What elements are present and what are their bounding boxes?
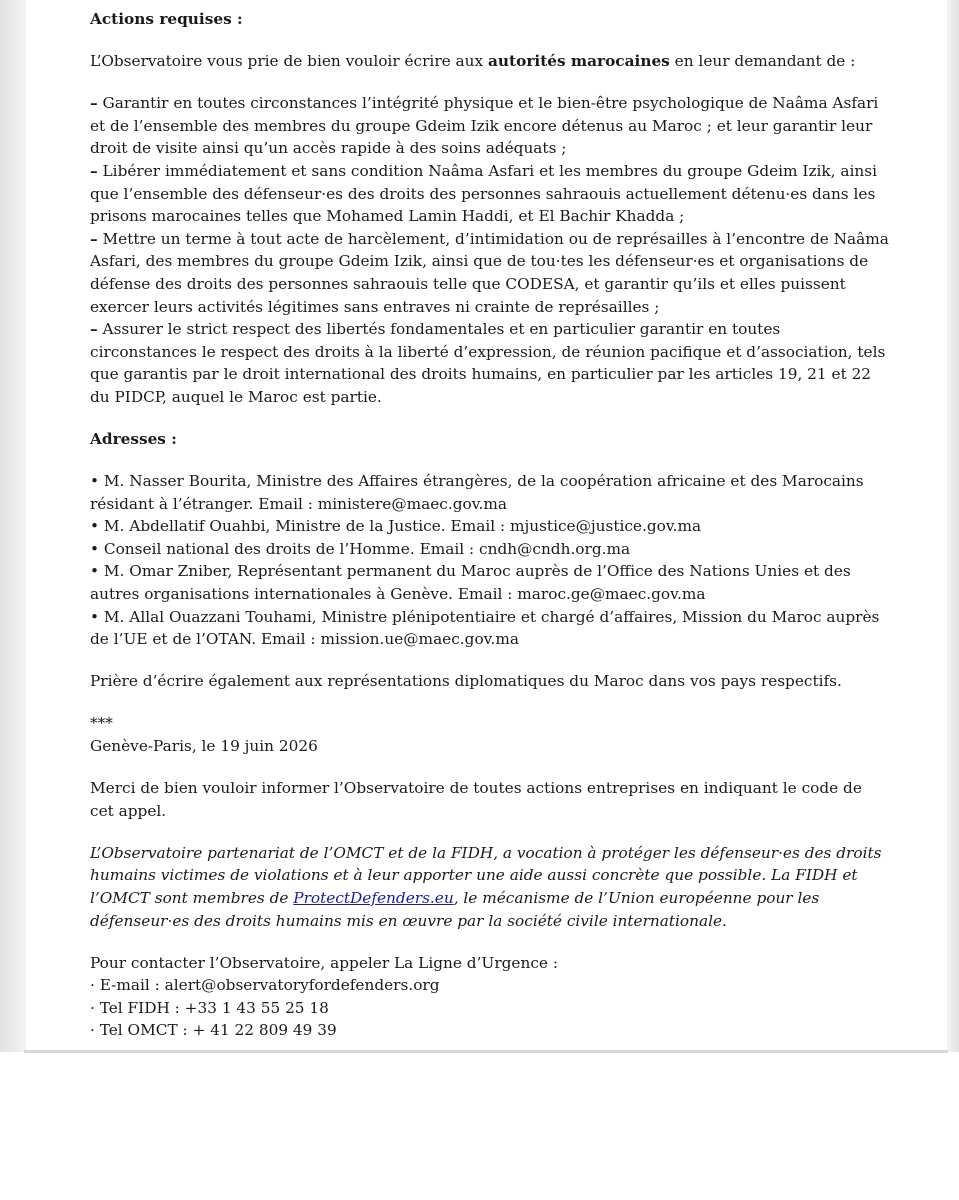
about-observatory	[90, 842, 890, 932]
action-dash: –	[90, 94, 98, 113]
action-dash: –	[90, 161, 98, 180]
action-item	[90, 318, 890, 408]
actions-list	[90, 92, 890, 408]
about-text-before: L’Observatoire partenariat de l’OMCT et de la FIDH, a vocation à protéger les défenseur·es des droits humains victimes de violations et à leur apporter une aide aussi concrète que possible. La FIDH et l’OMCT sont membres de	[90, 843, 882, 907]
actions-intro-after: en leur demandant de :	[669, 52, 856, 71]
page-shadow-right	[947, 0, 959, 1052]
actions-intro-before: L’Observatoire vous prie de bien vouloir écrire aux	[90, 52, 489, 71]
address-item: • M. Abdellatif Ouahbi, Ministre de la Justice. Email : mjustice@justice.gov.ma	[90, 517, 702, 536]
action-item	[90, 160, 890, 228]
contact-intro: Pour contacter l’Observatoire, appeler La Ligne d’Urgence :	[90, 953, 558, 972]
action-dash: –	[90, 320, 98, 339]
contact-email: · E-mail : alert@observatoryfordefenders.org	[90, 976, 440, 995]
document-content	[90, 8, 890, 1042]
separator: ***	[90, 714, 113, 733]
action-item	[90, 92, 890, 160]
signature-block	[90, 712, 890, 757]
page-shadow-left	[0, 0, 26, 1052]
address-item: • Conseil national des droits de l’Homme. Email : cndh@cndh.org.ma	[90, 539, 631, 558]
address-item: • M. Allal Ouazzani Touhami, Ministre plénipotentiaire et chargé d’affaires, Mission du Maroc auprès de l’UE et de l’OTAN. Email : mission.ue@maec.gov.ma	[90, 607, 880, 649]
address-item: • M. Nasser Bourita, Ministre des Affaires étrangères, de la coopération africaine et des Marocains résidant à l’étranger. Email : ministere@maec.gov.ma	[90, 472, 864, 513]
address-item: • M. Omar Zniber, Représentant permanent du Maroc auprès de l’Office des Nations Unies et des autres organisations internationales à Genève. Email : maroc.ge@maec.gov.ma	[90, 562, 851, 604]
action-text: Mettre un terme à tout acte de harcèlement, d’intimidation ou de représailles à l’encontre de Naâma Asfari, des membres du groupe Gdeim Izik, ainsi que de tou·tes les défenseur·es et organisations de défense des droits des personnes sahraouis telle que CODESA, et garantir qu’ils et elles puissent exercer leurs activités légitimes sans entraves ni crainte de représailles ;	[90, 229, 889, 316]
protectdefenders-link[interactable]: ProtectDefenders.eu	[293, 889, 454, 907]
diplomatic-note: Prière d’écrire également aux représentations diplomatiques du Maroc dans vos pays respectifs.	[90, 672, 842, 691]
action-text: Garantir en toutes circonstances l’intégrité physique et le bien-être psychologique de Naâma Asfari et de l’ensemble des membres du groupe Gdeim Izik encore détenus au Maroc ; et leur garantir leur droit de visite ainsi qu’un accès rapide à des soins adéquats ;	[90, 94, 879, 158]
action-dash: –	[90, 229, 98, 248]
action-text: Libérer immédiatement et sans condition Naâma Asfari et les membres du groupe Gdeim Izik, ainsi que l’ensemble des défenseur·es des droits des personnes sahraouis actuellement détenu·es dans les prisons marocaines telles que Mohamed Lamin Haddi, et El Bachir Khadda ;	[90, 161, 878, 226]
action-item	[90, 228, 890, 318]
contact-tel-fidh: · Tel FIDH : +33 1 43 55 25 18	[90, 998, 329, 1017]
contact-block	[90, 952, 890, 1042]
actions-heading: Actions requises :	[90, 10, 243, 28]
place-date: Genève-Paris, le 19 juin 2026	[90, 737, 318, 756]
actions-intro	[90, 50, 890, 73]
addresses-heading: Adresses :	[90, 430, 177, 448]
actions-intro-bold: autorités marocaines	[488, 52, 670, 71]
addresses-list	[90, 470, 890, 651]
action-text: Assurer le strict respect des libertés fondamentales et en particulier garantir en toutes circonstances le respect des droits à la liberté d’expression, de réunion pacifique et d’association, tels que garantis par le droit international des droits humains, en particulier par les articles 19, 21 et 22 du PIDCP, auquel le Maroc est partie.	[90, 320, 886, 406]
contact-tel-omct: · Tel OMCT : + 41 22 809 49 39	[90, 1021, 337, 1040]
page-bottom-edge	[24, 1050, 948, 1053]
inform-note: Merci de bien vouloir informer l’Observatoire de toutes actions entreprises en indiquant le code de cet appel.	[90, 779, 862, 820]
about-text-after: , le mécanisme de l’Union européenne pour les défenseur·es des droits humains mis en œuvre par la société civile internationale.	[90, 889, 820, 930]
document-page	[26, 0, 947, 1050]
